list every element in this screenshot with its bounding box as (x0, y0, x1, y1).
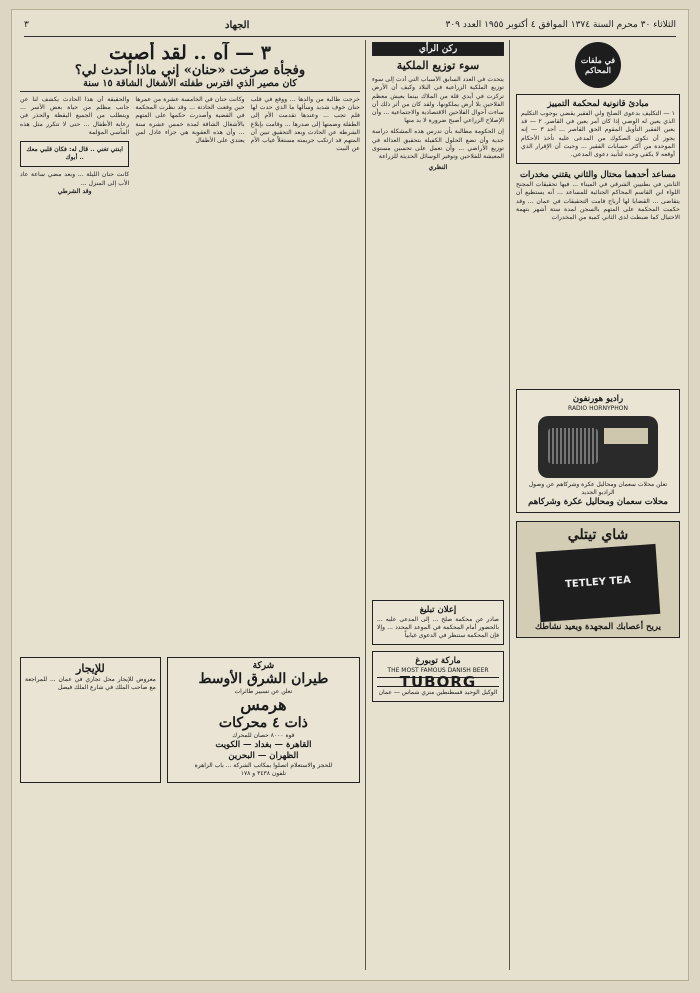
airline-routes-2: الظهران — البحرين (228, 751, 299, 762)
story-column-3: والحقيقة أن هذا الحادث يكشف لنا عن جانب مظلم من حياة بعض الأسر ... ويتطلب من الجميع اليقظة والحذر في رعاية الأطفال ... حتى لا تتكرر مثل هذه المآسي المؤلمة (20, 96, 130, 136)
airline-phone: تلفون ٣٤٣٨ و ١٧٨ (240, 770, 287, 778)
airline-engines: ذات ٤ محركات (218, 715, 308, 732)
middle-column (372, 42, 504, 970)
story-kicker: ٣ — آه .. لقد أصبت (109, 42, 271, 64)
tea-package (536, 544, 661, 622)
notice-box (372, 600, 504, 645)
story-sign: وقد الشرطي (57, 187, 92, 195)
story-column-3-end: كانت حنان الليلة ... وبعد مضي ساعة عاد الأب إلى المنزل ... (20, 171, 130, 187)
notice-title: إعلان تبليغ (419, 605, 457, 616)
tea-slogan: يريح أعصابك المجهدة ويعيد نشاطك (535, 622, 661, 633)
tea-ad (516, 521, 680, 638)
article-title: مساعد أحدهما محتال والثاني يقتني مخدرات (519, 170, 676, 181)
opinion-text-b: إن الحكومة مطالبة بأن تدرس هذه المشكلة دراسة جدية وأن تضع الحلول الكفيلة بتحقيق العدالة في توزيع الأراضي ... وأن تعمل على تحسين مستوى المعيشة للفلاحين وتوفير الوسائل الحديثة للزراعة (372, 128, 504, 161)
tuborg-tagline: THE MOST FAMOUS DANISH BEER (387, 667, 489, 675)
airline-announce: تعلن عن تسيير طائرات (234, 688, 293, 696)
tea-brand: TETLEY TEA (564, 574, 632, 591)
newspaper-page (12, 10, 688, 980)
radio-ad-title: راديو هورنفون (572, 394, 624, 405)
story-quote-box (20, 141, 129, 167)
paper-name: الجهاد (224, 19, 250, 31)
radio-ad-text: تعلن محلات سعمان ومحاليل عكرة وشركاهم عن وصول الراديو الجديد (528, 481, 668, 497)
story-column-3-wrap (20, 96, 129, 651)
rent-notice-text: معروض للإيجار محل تجاري في عمان ... للمراجعة مع صاحب الملك في شارع الملك فيصل (25, 676, 156, 691)
main-story (20, 42, 360, 970)
legal-principles-title: مبادئ قانونية لمحكمة التمييز (547, 99, 649, 109)
airline-routes-1: القاهرة — بغداد — الكويت (215, 740, 312, 751)
opinion-text-a: يتحدث في العدد السابق الأسباب التي أدت إلى سوء توزيع الملكية الزراعية في البلاد وكيف أن الأرض تركزت في أيدي قلة من الملاك بينما يعيش معظم الفلاحين بلا أرض يملكونها. ولقد كان من أثر ذلك أن ساءت أحوال الفلاحين الاقتصادية والاجتماعية ... وأن الإصلاح الزراعي أصبح ضرورة لا بد منها (372, 76, 504, 125)
radio-ad-brand: RADIO HORNYPHON (568, 405, 628, 413)
story-headline: وفجأة صرخت «حنان» إني ماذا أحدث لي؟ (74, 63, 306, 78)
airline-power: قوة ٨٠٠٠ حصان للمحرك (232, 732, 295, 740)
opinion-sign: النظري (428, 164, 448, 172)
story-subhead: كان مصير الذي افترس طفلته الأشغال الشاقة ١٥ سنة (20, 78, 360, 92)
airline-company-name: طيران الشرق الأوسط (198, 671, 329, 688)
article-text: الثابتي في بطنيين الشرقي في الميناء ... فيها تحقيقات المجنح اللواء ابن القاسم المحاكم الجنائية للمساعد ... أنه يستطيع أن يتقاضى ... القضايا لها أرباح قامت التحقيقات في عمان ... وقد حكمت المحكمة على المتهم بالسجن لمدة ستة أشهر بتهمة الاحتيال كما ضبطت لدى الثاني كمية من المخدرات (516, 181, 680, 222)
story-quote: ابنتي تغني .. قال له: فكان قلبي معك .. أبوك (26, 146, 123, 162)
tuborg-title: ماركة توبورغ (415, 656, 461, 667)
opinion-headline: سوء توزيع الملكية (396, 59, 480, 73)
airline-company-label: شركة (252, 661, 275, 671)
column-divider (509, 40, 510, 970)
column-divider (365, 40, 366, 970)
airline-contact: للحجز والاستعلام اتصلوا بمكاتب الشركة ... باب الزاهرة (194, 762, 333, 770)
radio-ad (516, 389, 680, 513)
right-column (516, 42, 680, 970)
opinion-section-logo: ركن الرأي (372, 42, 504, 56)
tea-ad-label: شاي تيتلي (567, 527, 629, 544)
legal-principles-box (516, 94, 680, 164)
airline-plane: هرمس (240, 695, 287, 715)
date-line: الثلاثاء ٣٠ محرم السنة ١٣٧٤ الموافق ٤ أكتوبر ١٩٥٥ العدد ٣٠٩ (445, 20, 676, 30)
rent-notice (20, 657, 161, 783)
page-number: ٣ (24, 20, 29, 30)
notice-text: صادر عن محكمة صلح ... إلى المدعى عليه ... بالحضور أمام المحكمة في الموعد المحدد ... وإلا فإن المحكمة ستنظر في الدعوى غيابياً (377, 616, 499, 640)
legal-principles-text: ١ — التكليف بدعوى الصلح ولي الفقير يقضي بوجوب التكليم الذي يعين له الوصي إذا كان أمر يعين في القاصر. ٢ — قد يعين الفقير التأويل المقوم الحق القاصر ... أحد ٣ — إنه يجوز أن تكون الصكوك من المدعى عليه تأخذ الأحكام الموحدة من أكثر حسابات الفقير ... وحيث أن الإقرار الذي أوقعه لا يكفي وحده لتأبيد دعوى المدعي. (521, 110, 676, 159)
tuborg-ad (372, 651, 504, 702)
radio-ad-dealer: محلات سعمان ومحاليل عكرة وشركاهم (528, 497, 668, 508)
tuborg-brand: TUBORG (377, 677, 499, 687)
story-column-1: خرجت طالبة من والدها ... ووقع في قلب حنان خوف شديد وسألها ما الذي حدث لها فلم تجب ... وعندها تقدمت الأم إلى الطفلة وضمتها إلى صدرها ... وقامت بإبلاغ الشرطة عن الحادث وبعد التحقيق تبين أن المتهم قد ارتكب جريمته مستغلاً غياب الأم عن البيت (250, 96, 360, 153)
airline-ad (167, 657, 360, 783)
court-files-logo: في ملفات المحاكم (575, 42, 621, 88)
rent-notice-title: للإيجار (76, 662, 105, 675)
page-header (24, 16, 676, 37)
radio-image (538, 416, 658, 478)
story-column-2: وكانت حنان في الخامسة عشرة من عمرها حين وقعت الحادثة ... وقد نظرت المحكمة في القضية وأصدرت حكمها على المتهم بالأشغال الشاقة لمدة خمس عشرة سنة ... وأن هذه العقوبة هي جزاء عادل لمن يعتدي على الأطفال (135, 96, 245, 145)
tuborg-agent: الوكيل الوحيد قسطنطين متري شماس — عمان (378, 689, 498, 697)
